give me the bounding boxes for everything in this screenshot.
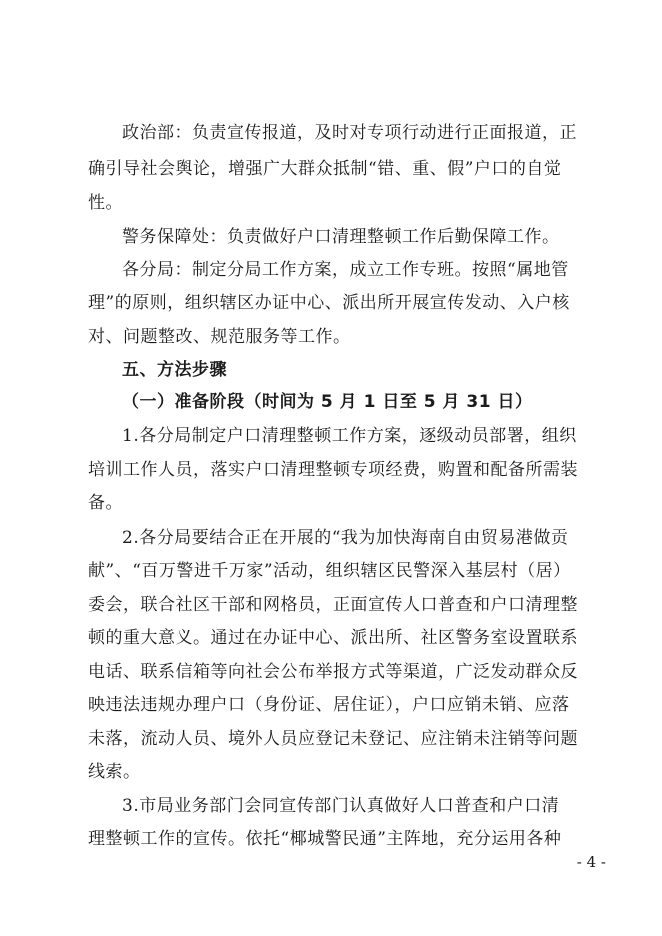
paragraph-line: 备。 <box>88 493 123 513</box>
paragraph-line: 1.各分局制定户口清理整顿工作方案，逐级动员部署，组织 <box>122 426 577 446</box>
paragraph-line: 委会，联合社区干部和网格员，正面宣传人口普查和户口清理整 <box>88 595 578 615</box>
paragraph-line: 各分局：制定分局工作方案，成立工作专班。按照“属地管 <box>122 260 569 280</box>
paragraph-line: 2.各分局要结合正在开展的“我为加快海南自由贸易港做贡 <box>122 528 569 548</box>
paragraph-line: 3.市局业务部门会同宣传部门认真做好人口普查和户口清 <box>122 796 560 816</box>
paragraph-line: 顿的重大意义。通过在办证中心、派出所、社区警务室设置联系 <box>88 628 578 648</box>
paragraph-line: 确引导社会舆论，增强广大群众抵制“错、重、假”户口的自觉 <box>88 159 562 179</box>
subsection-heading: （一）准备阶段（时间为 5 月 1 日至 5 月 31 日） <box>122 392 533 412</box>
paragraph-line: 对、问题整改、规范服务等工作。 <box>88 327 351 347</box>
paragraph-line: 培训工作人员，落实户口清理整顿专项经费，购置和配备所需装 <box>88 460 578 480</box>
paragraph-line: 未落，流动人员、境外人员应登记未登记、应注销未注销等问题 <box>88 729 578 749</box>
section-heading: 五、方法步骤 <box>122 360 227 380</box>
paragraph-line: 理整顿工作的宣传。依托“椰城警民通”主阵地，充分运用各种 <box>88 829 562 849</box>
page-number: - 4 - <box>576 853 606 871</box>
paragraph-line: 理”的原则，组织辖区办证中心、派出所开展宣传发动、入户核 <box>88 293 570 313</box>
paragraph-line: 电话、联系信箱等向社会公布举报方式等渠道，广泛发动群众反 <box>88 662 578 682</box>
paragraph-line: 性。 <box>88 193 123 213</box>
paragraph-line: 线索。 <box>88 762 141 782</box>
paragraph-line: 映违法违规办理户口（身份证、居住证），户口应销未销、应落 <box>88 695 570 715</box>
paragraph-line: 政治部：负责宣传报道，及时对专项行动进行正面报道，正 <box>122 123 577 143</box>
paragraph-line: 警务保障处：负责做好户口清理整顿工作后勤保障工作。 <box>122 227 560 247</box>
paragraph-line: 献”、“百万警进千万家”活动，组织辖区民警深入基层村（居） <box>88 561 571 581</box>
